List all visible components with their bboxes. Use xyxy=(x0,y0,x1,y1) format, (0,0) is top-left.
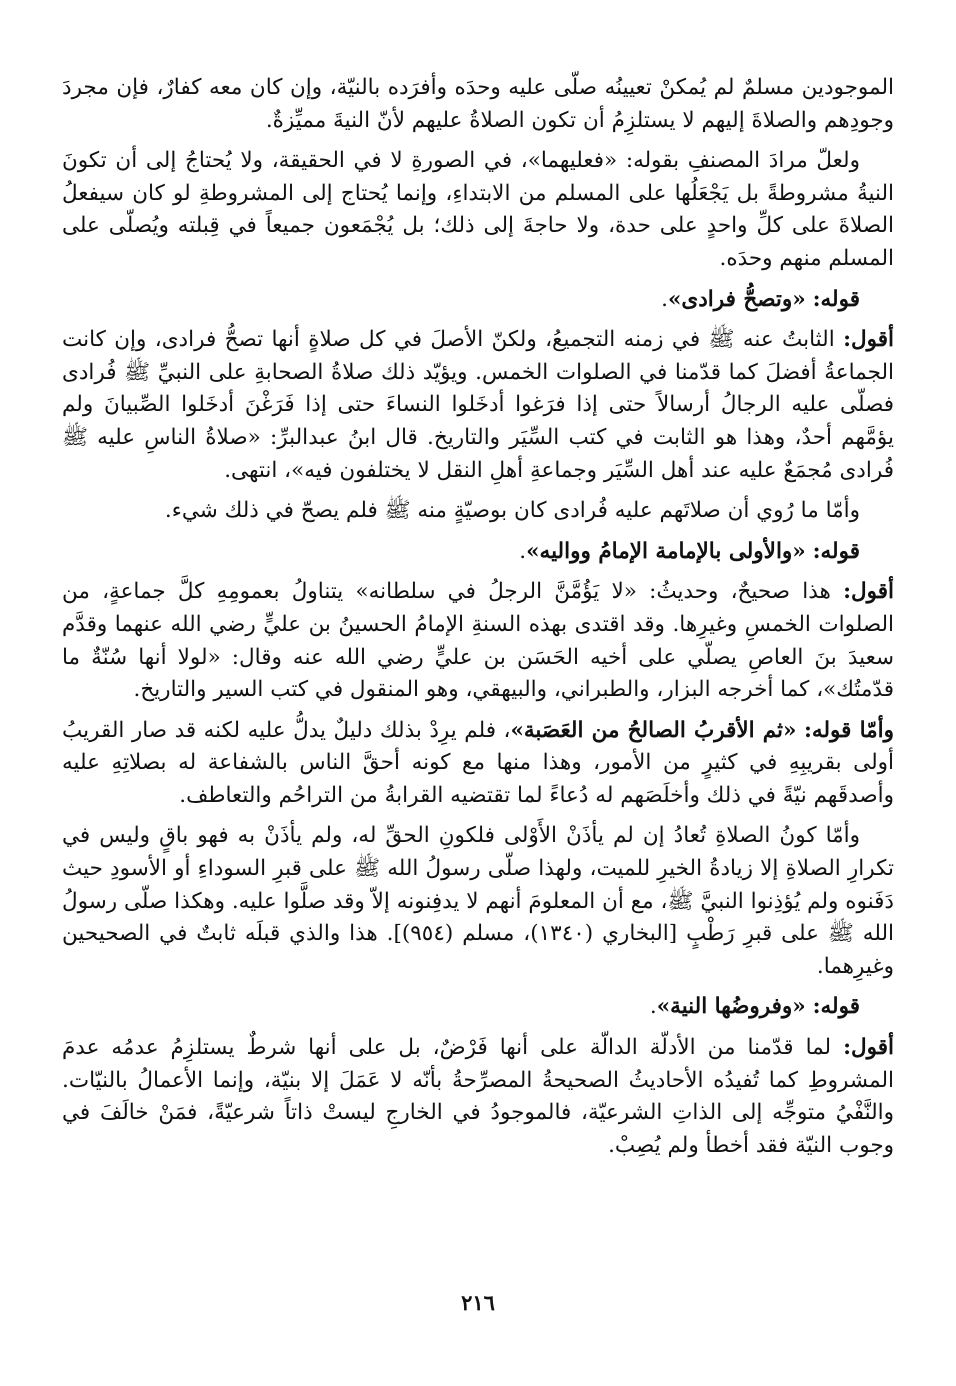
heading-lead: قوله: xyxy=(812,994,860,1020)
paragraph-text: ولعلّ مرادَ المصنفِ بقوله: «فعليهما»، في الصورةِ لا في الحقيقة، ولا يُحتاجُ إلى أن تكونَ النيةُ مشروطةً بل يَجْعَلُها على المسلم من الابتداءِ، وإنما يُحتاج إلى المشروطةِ لو كان سيفعلُ الصلاةَ على كلِّ واحدٍ على حدة، ولا حاجةَ إلى ذلك؛ بل يُجْمَعون جميعاً في قِبلته ويُصلّى على المسلم منهم وحدَه. xyxy=(62,148,894,271)
page-number: ٢١٦ xyxy=(461,1290,495,1315)
paragraph-text: هذا صحيحٌ، وحديثُ: «لا يَؤُمَّنَّ الرجلُ في سلطانه» يتناولُ بعمومِهِ كلَّ جماعةٍ، من الصلوات الخمسِ وغيرِها. وقد اقتدى بهذه السنةِ الإمامُ الحسينُ بن عليٍّ رضي الله عنهما وقدَّم سعيدَ بنَ العاصِ يصلّي على أخيه الحَسَن بن عليٍّ رضي الله عنه وقال: «لولا أنها سُنّةٌ ما قدّمتُك»، كما أخرجه البزار، والطبراني، والبيهقي، وهو المنقول في كتب السير والتاريخ. xyxy=(62,579,894,703)
paragraph-text: الموجودين مسلمٌ لم يُمكنْ تعيينُه صلّى عليه وحدَه وأفرَده بالنيّة، وإن كان معه كفارٌ، فإن مجردَ وجودِهم والصلاةَ إليهم لا يستلزِمُ أن تكون الصلاةُ عليهم لأنّ النيةَ مميِّزةٌ. xyxy=(62,75,894,133)
aqul-paragraph-3 xyxy=(62,1032,894,1162)
qawl-heading-2 xyxy=(62,536,894,569)
aqul-paragraph-1 xyxy=(62,324,894,487)
aqul-paragraph-2 xyxy=(62,576,894,706)
heading-tail: . xyxy=(519,538,527,564)
heading-quote: «وفروضُها النية» xyxy=(656,994,806,1020)
paragraph-lead: وأمّا قوله: xyxy=(804,717,894,743)
paragraph-text: الثابتُ عنه ﷺ في زمنه التجميعُ، ولكنّ الأصلَ في كل صلاةٍ أنها تصحُّ فرادى، وإن كانت الجماعةُ أفضلَ كما قدّمنا في الصلوات الخمس. ويؤيّد ذلك صلاةُ الصحابةِ على النبيِّ ﷺ فُرادى فصلّى عليه الرجالُ أرسالاً حتى إذا فرَغوا أدخَلوا النساءَ حتى إذا فَرَغْنَ أدخَلوا الصِّبيانَ ولم يؤمَّهم أحدٌ، وهذا هو الثابت في كتب السِّيَر والتاريخ. قال ابنُ عبدالبرِّ: «صلاةُ الناسِ عليه ﷺ فُرادى مُجمَعٌ عليه عند أهل السِّيَر وجماعةِ أهلِ النقل لا يختلفون فيه»، انتهى. xyxy=(62,327,894,483)
paragraph-lead: أقول: xyxy=(843,327,894,353)
paragraph-quote: «ثم الأقربُ الصالحُ من العَصَبة» xyxy=(510,717,797,743)
heading-lead: قوله: xyxy=(812,538,860,564)
paragraph-9 xyxy=(62,820,894,983)
body-text xyxy=(62,72,894,1162)
paragraph-lead: أقول: xyxy=(843,579,894,605)
paragraph-lead: أقول: xyxy=(843,1035,895,1061)
paragraph-1 xyxy=(62,72,894,137)
qawl-heading-3 xyxy=(62,991,894,1024)
paragraph-text: ، فلم يرِدْ بذلك دليلٌ يدلُّ عليه لكنه قد صار القريبُ أولى بقريبِهِ في كثيرٍ من الأمور، وهذا منها مع كونه أحقَّ الناس بالشفاعة له بصلاتِهِ عليه وأصدقَهم نيّةً في ذلك وأخلَصَهم له دُعاءً لما تقتضيه القرابةُ من التراحُم والتعاطف. xyxy=(62,717,894,808)
paragraph-5 xyxy=(62,495,894,528)
paragraph-text: وأمّا كونُ الصلاةِ تُعادُ إن لم يأذَنْ الأَوْلى فلكونِ الحقِّ له، ولم يأذَنْ به فهو باقٍ وليس في تكرارِ الصلاةِ إلا زيادةُ الخيرِ للميت، ولهذا صلّى رسولُ الله ﷺ على قبرِ السوداءِ أو الأسودِ حيث دَفَنوه ولم يُؤذِنوا النبيَّ ﷺ، مع أن المعلومَ أنهم لا يدفِنونه إلاّ وقد صلَّوا عليه. وهكذا صلّى رسولُ الله ﷺ على قبرِ رَطْبٍ [البخاري (١٣٤٠)، مسلم (٩٥٤)]. هذا والذي قبلَه ثابتٌ في الصحيحين وغيرِهما. xyxy=(62,823,894,979)
amma-paragraph xyxy=(62,715,894,813)
paragraph-2 xyxy=(62,145,894,275)
paragraph-text: وأمّا ما رُوي أن صلاتَهم عليه فُرادى كان بوصيّةٍ منه ﷺ فلم يصحّ في ذلك شيء. xyxy=(164,498,860,524)
paragraph-text: لما قدّمنا من الأدلّة الدالّة على أنها فَرْضٌ، بل على أنها شرطٌ يستلزِمُ عدمُه عدمَ المشروطِ كما تُفيدُه الأحاديثُ الصحيحةُ المصرِّحةُ بأنّه لا عَمَلَ إلا بنيّة، وإنما الأعمالُ بالنيّات. والنَّفْيُ متوجِّه إلى الذاتِ الشرعيّة، فالموجودُ في الخارجِ ليستْ ذاتاً شرعيّةً، فمَنْ خالَفَ في وجوب النيّة فقد أخطأ ولم يُصِبْ. xyxy=(62,1035,894,1158)
heading-tail: . xyxy=(661,286,668,312)
qawl-heading-1 xyxy=(62,284,894,317)
heading-tail: . xyxy=(649,994,657,1020)
heading-quote: «وتصحُّ فرادى» xyxy=(667,286,806,312)
heading-quote: «والأولى بالإمامة الإمامُ وواليه» xyxy=(526,538,806,564)
heading-lead: قوله: xyxy=(812,286,860,312)
